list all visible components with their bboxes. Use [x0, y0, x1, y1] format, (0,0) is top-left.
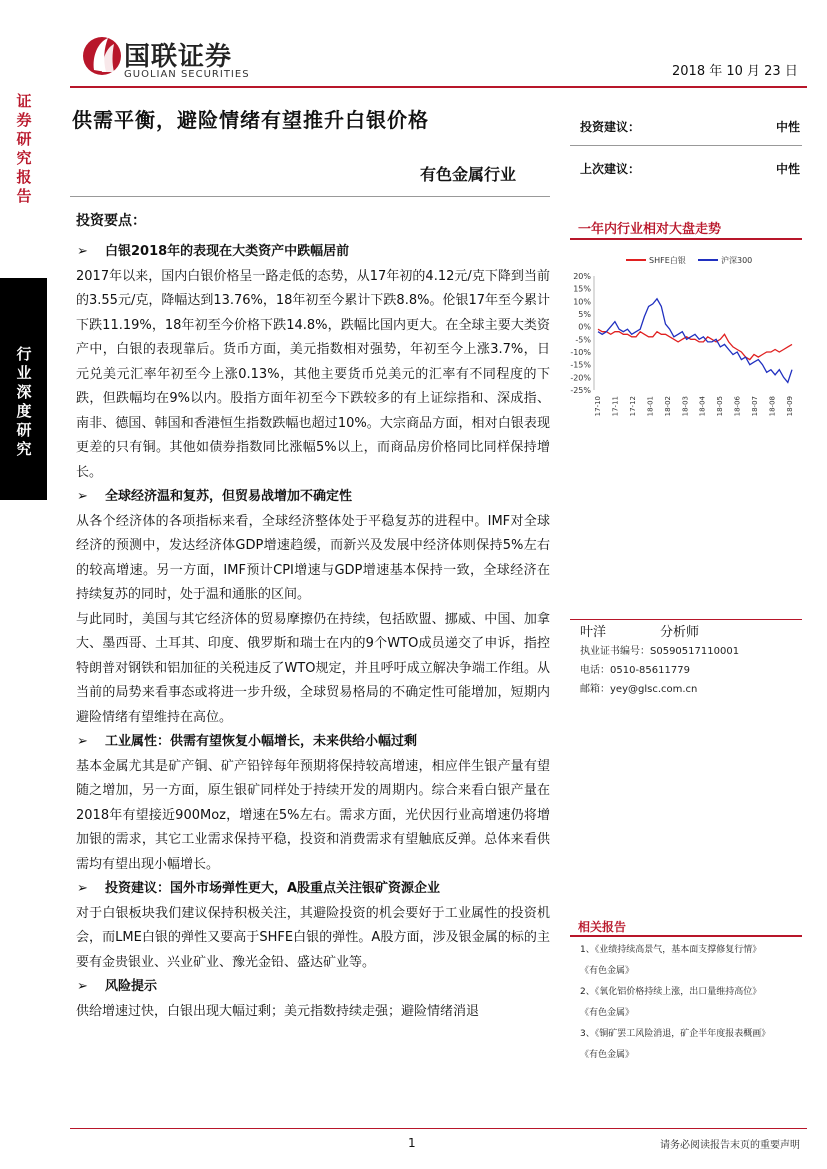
analyst-email[interactable]: 邮箱：yey@glsc.com.cn [580, 684, 698, 695]
bullet-heading: ➢ 风险提示 [77, 975, 550, 1000]
paragraph: 从各个经济体的各项指标来看，全球经济整体处于平稳复苏的进程中。IMF对全球经济的预测中，发达经济体GDP增速趋缓，而新兴及发展中经济体则保持5%左右的较高增速。另一方面，IMF预计CPI增速与GDP增速基本保持一致，全球经济在持续复苏的同时，处于温和通胀的区间。 [76, 513, 550, 602]
bullet-heading: ➢ 全球经济温和复苏，但贸易战增加不确定性 [77, 485, 550, 510]
x-tick-label: 18-05 [716, 396, 725, 417]
x-tick-label: 18-04 [698, 396, 707, 417]
x-tick-label: 17-11 [611, 396, 620, 417]
x-tick-label: 18-08 [768, 396, 777, 417]
analyst-name: 叶洋 [580, 625, 607, 640]
page-title: 供需平衡，避险情绪有望推升白银价格 [72, 108, 429, 132]
related-report-source: 《有色金属》 [580, 1008, 635, 1018]
rating-current-value: 中性 [775, 120, 800, 134]
legend-label: SHFE白银 [649, 256, 686, 265]
x-tick-label: 17-10 [594, 396, 602, 417]
footer-disclaimer: 请务必阅读报告末页的重要声明 [660, 1140, 800, 1151]
sidebar-category: 行业深度研究 [16, 345, 32, 458]
y-tick-label: 5% [578, 310, 591, 319]
relative-performance-chart [560, 248, 806, 428]
y-tick-label: 15% [573, 284, 591, 294]
related-report-title[interactable]: 1、《业绩持续高景气，基本面支撑修复行情》 [580, 945, 762, 955]
rating-previous-label: 上次建议： [580, 162, 641, 176]
logo-text-cn: 国联证券 [124, 42, 233, 72]
y-tick-label: 10% [573, 297, 591, 307]
header-divider [70, 86, 807, 88]
analyst-divider [570, 619, 802, 620]
x-tick-label: 18-06 [733, 396, 742, 417]
logo-text-en: GUOLIAN SECURITIES [124, 69, 250, 80]
related-heading: 相关报告 [578, 920, 627, 934]
bullet-arrow-icon: ➢ [77, 979, 88, 994]
bullet-arrow-icon: ➢ [77, 881, 88, 896]
analyst-cert: 执业证书编号：S0590517110001 [580, 646, 740, 657]
bullet-heading: ➢ 工业属性：供需有望恢复小幅增长，未来供给小幅过剩 [77, 730, 550, 755]
related-divider [570, 935, 802, 937]
report-date: 2018 年 10 月 23 日 [672, 64, 798, 79]
y-tick-label: 20% [573, 272, 591, 281]
x-tick-label: 18-02 [663, 396, 672, 417]
x-tick-label: 17-12 [628, 396, 637, 417]
bullet-heading: ➢ 白银2018年的表现在大类资产中跌幅居前 [77, 240, 550, 265]
main-content [76, 240, 550, 1024]
bullet-arrow-icon: ➢ [77, 734, 88, 749]
paragraph: 与此同时，美国与其它经济体的贸易摩擦仍在持续，包括欧盟、挪威、中国、加拿大、墨西哥、土耳其、印度、俄罗斯和瑞士在内的9个WTO成员递交了申诉，指控特朗普对钢铁和铝加征的关税违反了WTO规定，并且呼吁成立解决争端工作组。从当前的局势来看事态或将进一步升级，全球贸易格局的不确定性可能增加，短期内避险情绪有望维持在高位。 [76, 611, 550, 725]
x-tick-label: 18-03 [681, 396, 690, 417]
bullet-arrow-icon: ➢ [77, 244, 88, 259]
y-tick-label: -20% [570, 373, 591, 383]
related-report-source: 《有色金属》 [580, 1050, 635, 1060]
y-tick-label: -15% [570, 360, 591, 370]
page-number: 1 [408, 1136, 416, 1150]
related-report-source: 《有色金属》 [580, 966, 635, 976]
section-heading: 投资要点： [76, 213, 146, 229]
paragraph: 供给增速过快，白银出现大幅过剩；美元指数持续走强；避险情绪消退 [76, 1003, 480, 1019]
rating-current-label: 投资建议： [580, 120, 641, 134]
sidebar [0, 0, 47, 1169]
chart-divider [570, 238, 802, 240]
related-report-title[interactable]: 2、《氧化铝价格持续上涨，出口量维持高位》 [580, 987, 762, 997]
x-tick-label: 18-01 [646, 396, 655, 417]
series-line [598, 299, 792, 383]
related-report-title[interactable]: 3、《铜矿罢工风险消退，矿企半年度报表概画》 [580, 1029, 771, 1039]
paragraph: 对于白银板块我们建议保持积极关注，其避险投资的机会要好于工业属性的投资机会，而LME白银的弹性又要高于SHFE白银的弹性。A股方面，涉及银金属的标的主要有金贵银业、兴业矿业、豫光金铅、盛达矿业等。 [76, 905, 550, 970]
bullet-arrow-icon: ➢ [77, 489, 88, 504]
y-tick-label: -5% [575, 335, 591, 345]
legend-label: 沪深300 [721, 256, 753, 265]
analyst-phone: 电话：0510-85611779 [580, 665, 690, 676]
chart-title: 一年内行业相对大盘走势 [578, 222, 722, 237]
footer-divider [70, 1128, 807, 1129]
y-tick-label: 0% [578, 322, 591, 332]
title-divider [70, 196, 550, 197]
x-tick-label: 18-09 [786, 396, 794, 417]
sidebar-report-type: 证券研究报告 [16, 92, 32, 205]
y-tick-label: -10% [570, 348, 591, 357]
y-tick-label: -25% [570, 386, 591, 395]
rating-divider [570, 145, 802, 146]
industry-name: 有色金属行业 [420, 165, 517, 184]
bullet-heading: ➢ 投资建议：国外市场弹性更大，A股重点关注银矿资源企业 [77, 877, 550, 902]
x-tick-label: 18-07 [751, 396, 760, 417]
paragraph: 基本金属尤其是矿产铜、矿产铅锌每年预期将保持较高增速，相应伴生银产量有望随之增加，另一方面，原生银矿同样处于持续开发的周期内。综合来看白银产量在2018年有望接近900Moz，增速在5%左右。需求方面，光伏因行业高增速仍将增加银的需求，其它工业需求保持平稳，投资和消费需求有望触底反弹。总体来看供需均有望出现小幅增长。 [76, 758, 550, 872]
rating-previous-value: 中性 [775, 162, 800, 176]
analyst-title: 分析师 [660, 625, 700, 640]
paragraph: 2017年以来，国内白银价格呈一路走低的态势，从17年初的4.12元/克下降到当前的3.55元/克，降幅达到13.76%，18年初至今累计下跌8.8%。伦银17年至今累计下跌11.19%，18年初至今价格下跌14.8%，跌幅比国内更大。在全球主要大类资产中，白银的表现靠后。货币方面，美元指数相对强势，年初至今上涨3.7%，日元兑美元汇率年初至今上涨0.13%，其他主要货币兑美元的汇率有不同程度的下跌，但跌幅均在9%以内。股指方面年初至今下跌较多的有上证综指和、深成指、南非、德国、韩国和香港恒生指数跌幅也超过10%。大宗商品方面，相对白银表现更差的只有铜。其他如债券指数同比涨幅5%以上，而商品房价格同比同样保持增长。 [76, 268, 551, 480]
brand-logo-icon [82, 26, 122, 86]
